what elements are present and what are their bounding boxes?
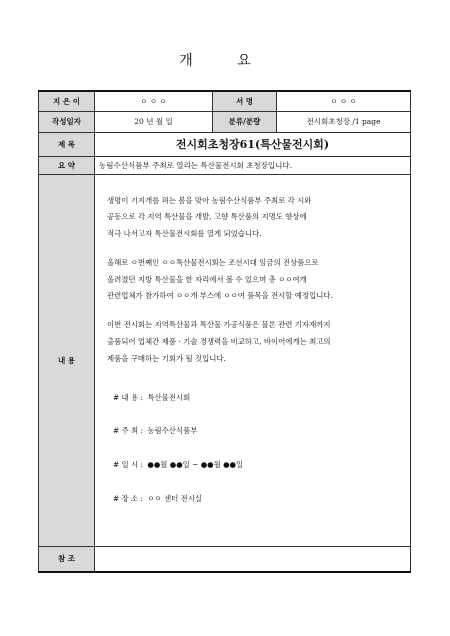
detail-label: # 주 최 : bbox=[113, 426, 144, 436]
detail-label: # 장 소 : bbox=[113, 494, 144, 504]
subject-value: 전시회초청장61(특산물전시회) bbox=[95, 132, 411, 156]
signature-value: ㅇ ㅇ ㅇ bbox=[277, 91, 411, 111]
date-label: 작성일자 bbox=[39, 111, 95, 132]
content-label: 내 용 bbox=[39, 174, 95, 546]
content-paragraph-2 bbox=[107, 255, 404, 305]
subject-row bbox=[39, 132, 411, 156]
paragraph-line: 관련업체가 참가하여 ㅇㅇ개 부스에 ㅇㅇ여 품목을 전시할 예정입니다. bbox=[107, 291, 333, 301]
content-paragraph-3 bbox=[107, 317, 404, 367]
signature-label: 서 명 bbox=[213, 91, 277, 111]
content-body bbox=[95, 175, 410, 531]
reference-row bbox=[39, 546, 411, 572]
paragraph-line: 이번 전시회는 지역특산물과 특산물 가공식품은 물론 관련 기자재까지 bbox=[107, 320, 331, 330]
author-label: 지 은 이 bbox=[39, 91, 95, 111]
detail-value: 농림수산식품부 bbox=[147, 426, 198, 436]
summary-value: 농림수산식품부 주최로 열리는 특산물전시회 초청장입니다. bbox=[95, 156, 411, 174]
summary-row bbox=[39, 156, 411, 174]
event-detail-content bbox=[113, 390, 404, 407]
event-detail-date bbox=[113, 457, 404, 474]
date-value: 20 년 월 일 bbox=[95, 111, 213, 132]
paragraph-line: 출품되어 업체간 제품ㆍ기술 경쟁력을 비교하고, 바이어에게는 최고의 bbox=[107, 337, 331, 347]
reference-value bbox=[95, 546, 411, 572]
content-row bbox=[39, 174, 411, 546]
document-title: 개 요 bbox=[179, 53, 271, 69]
author-row bbox=[39, 91, 411, 111]
event-detail-host bbox=[113, 423, 404, 440]
paragraph-line: 올려졌던 지방 특산물을 한 자리에서 볼 수 있으며 총 ㅇㅇ여개 bbox=[107, 274, 307, 284]
detail-value: ㅇㅇ 센터 전시실 bbox=[147, 494, 203, 504]
paragraph-line: 올해로 ㅇ번째인 ㅇㅇ특산물전시회는 조선시대 임금의 진상품으로 bbox=[107, 257, 319, 267]
detail-label: # 내 용 : bbox=[113, 392, 144, 402]
detail-value: ●●월 ●●일 ~ ●●월 ●●일 bbox=[147, 460, 244, 470]
summary-label: 요 약 bbox=[39, 156, 95, 174]
paragraph-line: 제품을 구매하는 기회가 될 것입니다. bbox=[107, 353, 226, 363]
content-paragraph-1 bbox=[107, 193, 404, 243]
paragraph-line: 공동으로 각 지역 특산물을 개발, 고향 특산품의 지명도 향상에 bbox=[107, 212, 307, 222]
reference-label: 참 조 bbox=[39, 546, 95, 572]
detail-label: # 일 시 : bbox=[113, 460, 144, 470]
paragraph-line: 적극 나서고자 특산물전시회를 열게 되었습니다. bbox=[107, 229, 262, 239]
summary-form-table bbox=[38, 90, 411, 573]
category-label: 분류/분량 bbox=[213, 111, 277, 132]
paragraph-line: 생명이 기지개를 펴는 봄을 맞아 농림수산식품부 주최로 각 시와 bbox=[107, 195, 312, 205]
event-detail-venue bbox=[113, 491, 404, 508]
content-cell bbox=[95, 174, 411, 546]
author-value: ㅇ ㅇ ㅇ bbox=[95, 91, 213, 111]
subject-label: 제 목 bbox=[39, 132, 95, 156]
category-value: 전시회초청장 /1 page bbox=[277, 111, 411, 132]
date-row bbox=[39, 111, 411, 132]
event-details-list bbox=[107, 390, 404, 508]
detail-value: 특산물전시회 bbox=[147, 392, 191, 402]
